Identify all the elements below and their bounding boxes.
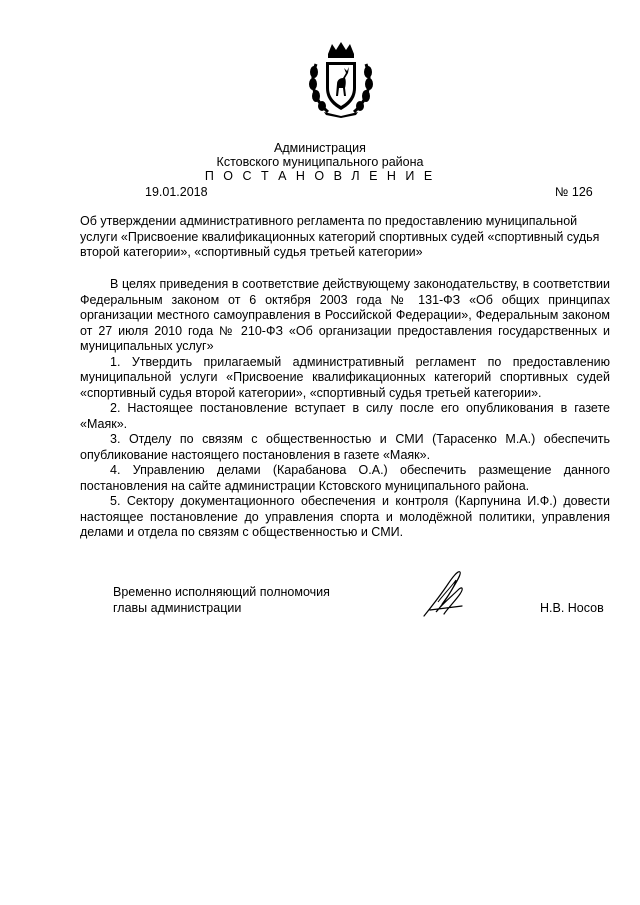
clause-5: 5. Сектору документационного обеспечения и контроля (Карпунина И.Ф.) довести настоящее постановление до управления спорта и молодёжной политики, управления делами и отдела по связям с общественностью и СМИ.	[80, 494, 610, 539]
coat-of-arms-icon	[306, 40, 376, 118]
signer-position	[113, 584, 330, 616]
document-date: 19.01.2018	[145, 185, 208, 199]
clause-4: 4. Управлению делами (Карабанова О.А.) обеспечить размещение данного постановления на сайте администрации Кстовского муниципального района.	[80, 463, 610, 493]
clause-2: 2. Настоящее постановление вступает в силу после его опубликования в газете «Маяк».	[80, 401, 610, 431]
signer-position-line1: Временно исполняющий полномочия	[113, 585, 330, 599]
organization-name: Администрация	[274, 141, 366, 155]
document-subject: Об утверждении административного регламента по предоставлению муниципальной услуги «Присвоение квалификационных категорий спортивных судей «спортивный судья второй категории», «спортивный судья третьей категории»	[80, 214, 600, 259]
preamble-paragraph: В целях приведения в соответствие действующему законодательству, в соответствии Федеральным законом от 6 октября 2003 года № 131-ФЗ «Об общих принципах организации местного самоуправления в Российской Федерации», Федеральным законом от 27 июля 2010 года № 210-ФЗ «Об организации предоставления государственных и муниципальных услуг»	[80, 277, 610, 353]
document-type: П О С Т А Н О В Л Е Н И Е	[204, 169, 436, 183]
document-body	[80, 277, 610, 541]
signer-position-line2: главы администрации	[113, 601, 242, 615]
signer-name: Н.В. Носов	[540, 601, 604, 615]
document-number: № 126	[555, 185, 593, 199]
handwritten-signature-icon	[418, 566, 470, 620]
district-name: Кстовского муниципального района	[216, 155, 424, 169]
clause-3: 3. Отделу по связям с общественностью и СМИ (Тарасенко М.А.) обеспечить опубликование настоящего постановления в газете «Маяк».	[80, 432, 610, 462]
clause-1: 1. Утвердить прилагаемый административный регламент по предоставлению муниципальной услуги «Присвоение квалификационных категорий спортивных судей «спортивный судья второй категории», «спортивный судья третьей категории».	[80, 354, 610, 400]
